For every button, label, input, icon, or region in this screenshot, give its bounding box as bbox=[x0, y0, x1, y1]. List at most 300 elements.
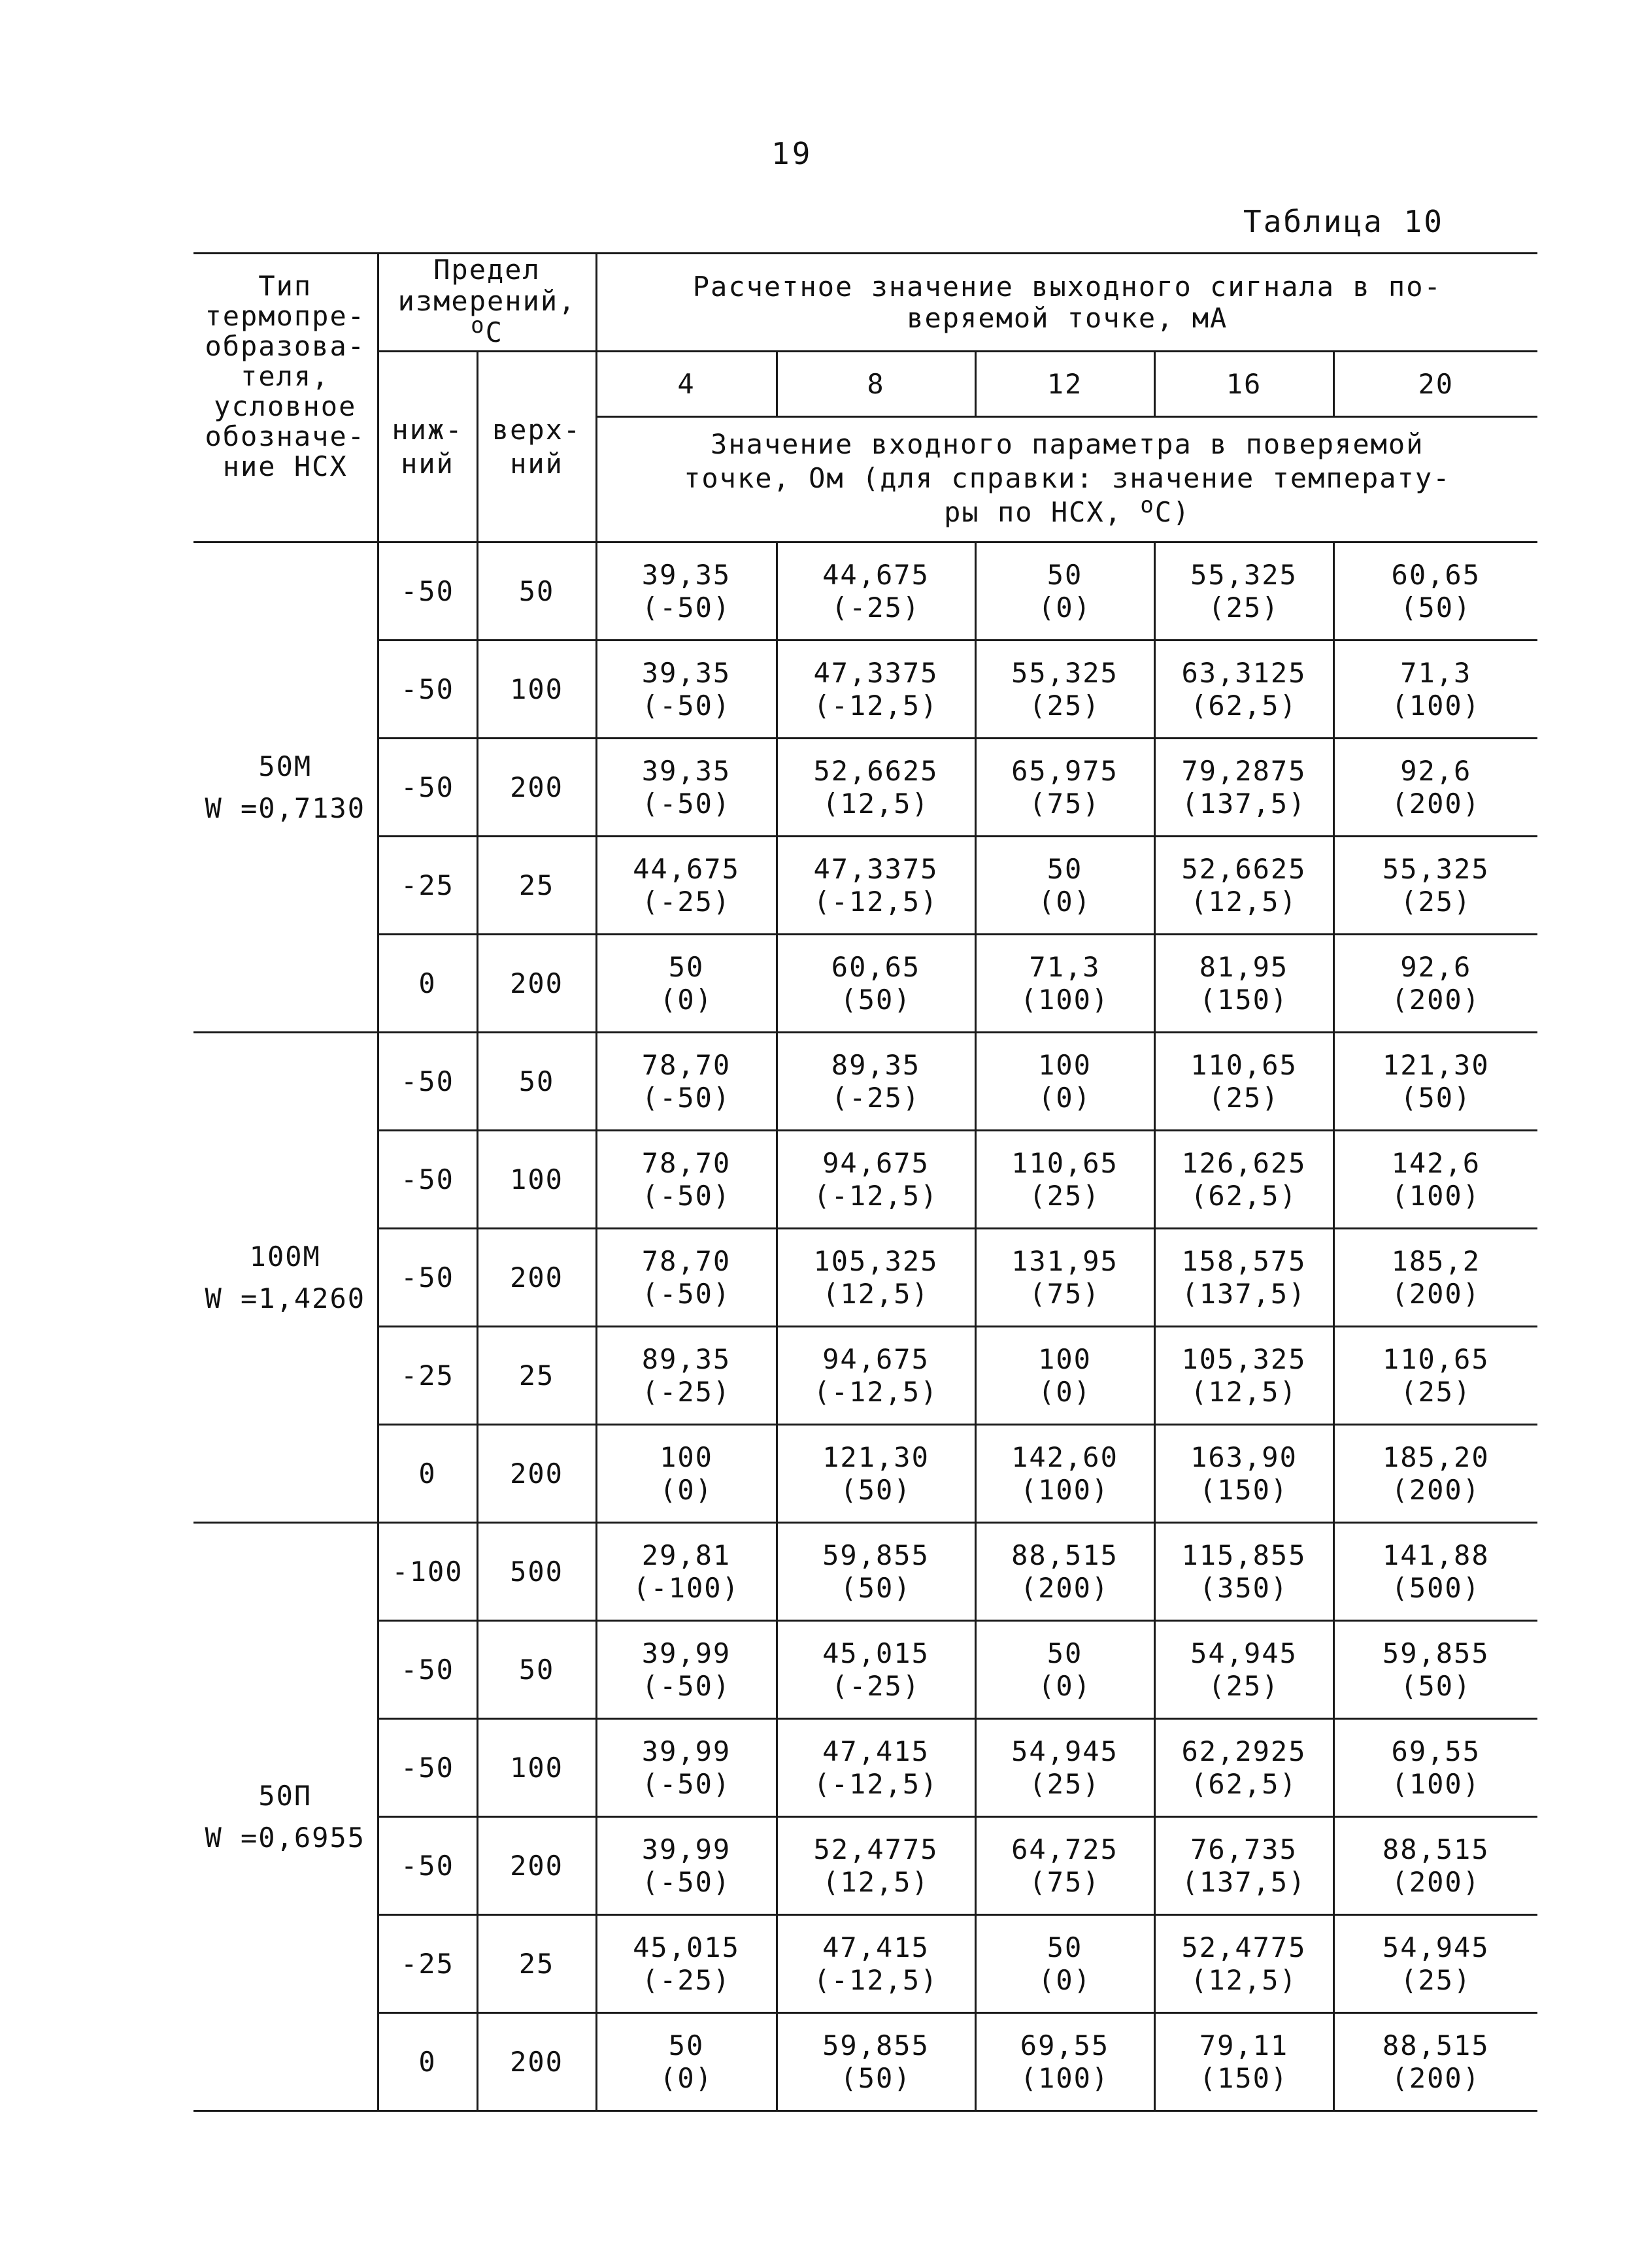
temperature-value: (-50) bbox=[641, 1767, 731, 1800]
header-lower-limit: ниж- ний bbox=[378, 352, 477, 542]
temperature-value: (-50) bbox=[641, 1081, 731, 1114]
header-point: 8 bbox=[777, 352, 975, 417]
resistance-value: 52,6625 bbox=[813, 754, 939, 787]
resistance-value: 88,515 bbox=[1011, 1539, 1118, 1571]
value-cell bbox=[1333, 1327, 1537, 1425]
value-cell bbox=[596, 1817, 777, 1915]
temperature-value: (-50) bbox=[641, 689, 731, 722]
lower-limit-cell: -50 bbox=[378, 641, 477, 739]
temperature-value: (150) bbox=[1199, 1473, 1289, 1506]
value-cell bbox=[596, 641, 777, 739]
value-cell bbox=[1333, 837, 1537, 935]
value-cell bbox=[596, 1915, 777, 2013]
resistance-value: 105,325 bbox=[1181, 1342, 1307, 1375]
upper-limit-cell: 500 bbox=[477, 1523, 596, 1621]
temperature-value: (137,5) bbox=[1181, 787, 1307, 820]
value-cell bbox=[1154, 2013, 1333, 2111]
lower-limit-cell: -50 bbox=[378, 1621, 477, 1719]
resistance-value: 185,20 bbox=[1382, 1441, 1490, 1473]
resistance-value: 45,015 bbox=[822, 1637, 930, 1669]
temperature-value: (-12,5) bbox=[813, 885, 939, 918]
value-cell bbox=[1154, 1523, 1333, 1621]
value-cell bbox=[1154, 641, 1333, 739]
temperature-value: (150) bbox=[1199, 2061, 1289, 2094]
resistance-value: 110,65 bbox=[1190, 1048, 1298, 1081]
resistance-value: 50 bbox=[1047, 1931, 1083, 1963]
temperature-value: (0) bbox=[1038, 1963, 1092, 1996]
resistance-value: 163,90 bbox=[1190, 1441, 1298, 1473]
lower-limit-cell: 0 bbox=[378, 935, 477, 1033]
resistance-value: 39,35 bbox=[641, 558, 731, 591]
table-row bbox=[193, 1621, 1537, 1719]
resistance-value: 47,415 bbox=[822, 1735, 930, 1767]
value-cell bbox=[1154, 739, 1333, 837]
value-cell bbox=[777, 1327, 975, 1425]
value-cell bbox=[1154, 1425, 1333, 1523]
upper-limit-cell: 200 bbox=[477, 2013, 596, 2111]
temperature-value: (100) bbox=[1020, 983, 1110, 1016]
resistance-value: 76,735 bbox=[1190, 1833, 1298, 1865]
resistance-value: 39,35 bbox=[641, 754, 731, 787]
temperature-value: (200) bbox=[1391, 1473, 1481, 1506]
value-cell bbox=[975, 1327, 1154, 1425]
resistance-value: 115,855 bbox=[1181, 1539, 1307, 1571]
resistance-value: 59,855 bbox=[822, 2029, 930, 2061]
value-cell bbox=[975, 1229, 1154, 1327]
temperature-value: (50) bbox=[840, 1571, 912, 1604]
temperature-value: (75) bbox=[1029, 787, 1101, 820]
resistance-value: 69,55 bbox=[1391, 1735, 1481, 1767]
resistance-value: 50 bbox=[668, 2029, 705, 2061]
lower-limit-cell: -50 bbox=[378, 1229, 477, 1327]
upper-limit-cell: 200 bbox=[477, 1229, 596, 1327]
value-cell bbox=[596, 542, 777, 641]
resistance-value: 100 bbox=[1038, 1048, 1092, 1081]
temperature-value: (-12,5) bbox=[813, 689, 939, 722]
resistance-value: 65,975 bbox=[1011, 754, 1118, 787]
temperature-value: (75) bbox=[1029, 1277, 1101, 1310]
sensor-type-name: 50М bbox=[258, 750, 312, 782]
upper-limit-cell: 25 bbox=[477, 1915, 596, 2013]
resistance-value: 110,65 bbox=[1011, 1146, 1118, 1179]
table-row bbox=[193, 1327, 1537, 1425]
temperature-value: (100) bbox=[1391, 1767, 1481, 1800]
resistance-value: 158,575 bbox=[1181, 1244, 1307, 1277]
value-cell bbox=[975, 641, 1154, 739]
temperature-value: (12,5) bbox=[1190, 1963, 1298, 1996]
resistance-value: 39,99 bbox=[641, 1735, 731, 1767]
temperature-value: (0) bbox=[1038, 1081, 1092, 1114]
temperature-value: (200) bbox=[1020, 1571, 1110, 1604]
table-row bbox=[193, 935, 1537, 1033]
lower-limit-cell: 0 bbox=[378, 1425, 477, 1523]
table-row bbox=[193, 2013, 1537, 2111]
header-upper-limit: верх- ний bbox=[477, 352, 596, 542]
value-cell bbox=[1154, 1229, 1333, 1327]
sensor-type-w: W =0,7130 bbox=[205, 792, 366, 824]
temperature-value: (500) bbox=[1391, 1571, 1481, 1604]
value-cell bbox=[777, 1621, 975, 1719]
header-input-parameter: Значение входного параметра в поверяемой точке, Ом (для справки: значение температу- ры по НСХ, $^о$С) bbox=[596, 417, 1537, 542]
temperature-value: (0) bbox=[660, 1473, 713, 1506]
value-cell bbox=[975, 837, 1154, 935]
value-cell bbox=[975, 1719, 1154, 1817]
resistance-value: 185,2 bbox=[1391, 1244, 1481, 1277]
temperature-value: (0) bbox=[1038, 591, 1092, 624]
sensor-type-w: W =0,6955 bbox=[205, 1821, 366, 1854]
resistance-value: 89,35 bbox=[641, 1342, 731, 1375]
value-cell bbox=[975, 1817, 1154, 1915]
temperature-value: (200) bbox=[1391, 1277, 1481, 1310]
value-cell bbox=[975, 739, 1154, 837]
temperature-value: (200) bbox=[1391, 2061, 1481, 2094]
lower-limit-cell: -50 bbox=[378, 1033, 477, 1131]
value-cell bbox=[1154, 1719, 1333, 1817]
temperature-value: (50) bbox=[840, 1473, 912, 1506]
value-cell bbox=[777, 837, 975, 935]
page-number: 19 bbox=[771, 136, 813, 171]
value-cell bbox=[777, 1229, 975, 1327]
temperature-value: (12,5) bbox=[1190, 1375, 1298, 1408]
temperature-value: (12,5) bbox=[1190, 885, 1298, 918]
value-cell bbox=[1154, 1033, 1333, 1131]
table-row bbox=[193, 1425, 1537, 1523]
value-cell bbox=[596, 1229, 777, 1327]
value-cell bbox=[596, 1523, 777, 1621]
resistance-value: 52,4775 bbox=[813, 1833, 939, 1865]
resistance-value: 55,325 bbox=[1190, 558, 1298, 591]
resistance-value: 54,945 bbox=[1190, 1637, 1298, 1669]
value-cell bbox=[777, 1915, 975, 2013]
temperature-value: (-25) bbox=[831, 1081, 921, 1114]
lower-limit-cell: -50 bbox=[378, 739, 477, 837]
data-table bbox=[193, 252, 1537, 2112]
sensor-type-cell bbox=[193, 1033, 378, 1523]
temperature-value: (25) bbox=[1208, 1081, 1280, 1114]
header-measurement-limit: Предел измерений, $^о$С bbox=[378, 254, 596, 352]
value-cell bbox=[1154, 935, 1333, 1033]
value-cell bbox=[777, 1425, 975, 1523]
temperature-value: (-12,5) bbox=[813, 1767, 939, 1800]
value-cell bbox=[596, 837, 777, 935]
lower-limit-cell: -50 bbox=[378, 1131, 477, 1229]
resistance-value: 59,855 bbox=[822, 1539, 930, 1571]
value-cell bbox=[975, 1621, 1154, 1719]
resistance-value: 92,6 bbox=[1400, 950, 1472, 983]
value-cell bbox=[975, 1033, 1154, 1131]
temperature-value: (100) bbox=[1391, 1179, 1481, 1212]
value-cell bbox=[975, 542, 1154, 641]
sensor-type-cell bbox=[193, 542, 378, 1033]
table-row bbox=[193, 1817, 1537, 1915]
upper-limit-cell: 50 bbox=[477, 1033, 596, 1131]
upper-limit-cell: 200 bbox=[477, 739, 596, 837]
resistance-value: 39,35 bbox=[641, 656, 731, 689]
temperature-value: (50) bbox=[1400, 591, 1472, 624]
value-cell bbox=[1333, 1425, 1537, 1523]
value-cell bbox=[1154, 1327, 1333, 1425]
temperature-value: (100) bbox=[1391, 689, 1481, 722]
resistance-value: 126,625 bbox=[1181, 1146, 1307, 1179]
temperature-value: (-25) bbox=[641, 1375, 731, 1408]
value-cell bbox=[777, 1817, 975, 1915]
resistance-value: 110,65 bbox=[1382, 1342, 1490, 1375]
upper-limit-cell: 100 bbox=[477, 1131, 596, 1229]
table-row bbox=[193, 542, 1537, 641]
temperature-value: (0) bbox=[1038, 1669, 1092, 1702]
resistance-value: 60,65 bbox=[1391, 558, 1481, 591]
temperature-value: (200) bbox=[1391, 1865, 1481, 1898]
sensor-type-name: 100М bbox=[249, 1240, 321, 1273]
resistance-value: 141,88 bbox=[1382, 1539, 1490, 1571]
resistance-value: 44,675 bbox=[633, 852, 740, 885]
temperature-value: (0) bbox=[1038, 885, 1092, 918]
temperature-value: (137,5) bbox=[1181, 1277, 1307, 1310]
value-cell bbox=[596, 1425, 777, 1523]
value-cell bbox=[596, 1033, 777, 1131]
temperature-value: (-50) bbox=[641, 1865, 731, 1898]
table-row bbox=[193, 1719, 1537, 1817]
resistance-value: 142,6 bbox=[1391, 1146, 1481, 1179]
temperature-value: (25) bbox=[1400, 885, 1472, 918]
value-cell bbox=[777, 935, 975, 1033]
sensor-type-cell bbox=[193, 1523, 378, 2111]
upper-limit-cell: 25 bbox=[477, 837, 596, 935]
resistance-value: 100 bbox=[660, 1441, 713, 1473]
resistance-value: 55,325 bbox=[1011, 656, 1118, 689]
value-cell bbox=[975, 1131, 1154, 1229]
header-point: 20 bbox=[1333, 352, 1537, 417]
resistance-value: 88,515 bbox=[1382, 2029, 1490, 2061]
resistance-value: 88,515 bbox=[1382, 1833, 1490, 1865]
value-cell bbox=[1333, 2013, 1537, 2111]
value-cell bbox=[1333, 1131, 1537, 1229]
resistance-value: 71,3 bbox=[1400, 656, 1472, 689]
lower-limit-cell: -100 bbox=[378, 1523, 477, 1621]
resistance-value: 78,70 bbox=[641, 1146, 731, 1179]
resistance-value: 69,55 bbox=[1020, 2029, 1110, 2061]
temperature-value: (-12,5) bbox=[813, 1179, 939, 1212]
upper-limit-cell: 100 bbox=[477, 1719, 596, 1817]
upper-limit-cell: 25 bbox=[477, 1327, 596, 1425]
value-cell bbox=[1154, 837, 1333, 935]
lower-limit-cell: -50 bbox=[378, 1817, 477, 1915]
lower-limit-cell: -25 bbox=[378, 1327, 477, 1425]
value-cell bbox=[777, 1131, 975, 1229]
resistance-value: 47,3375 bbox=[813, 852, 939, 885]
temperature-value: (25) bbox=[1400, 1963, 1472, 1996]
upper-limit-cell: 50 bbox=[477, 1621, 596, 1719]
temperature-value: (-100) bbox=[633, 1571, 740, 1604]
resistance-value: 105,325 bbox=[813, 1244, 939, 1277]
value-cell bbox=[1333, 1229, 1537, 1327]
temperature-value: (0) bbox=[1038, 1375, 1092, 1408]
temperature-value: (100) bbox=[1020, 1473, 1110, 1506]
value-cell bbox=[1333, 542, 1537, 641]
header-sensor-type: Тип термопре- образова- теля, условное обозначе- ние НСХ bbox=[193, 254, 378, 542]
table-row bbox=[193, 641, 1537, 739]
value-cell bbox=[777, 1033, 975, 1131]
temperature-value: (25) bbox=[1400, 1375, 1472, 1408]
temperature-value: (25) bbox=[1029, 1767, 1101, 1800]
value-cell bbox=[1333, 739, 1537, 837]
temperature-value: (-12,5) bbox=[813, 1375, 939, 1408]
temperature-value: (50) bbox=[1400, 1669, 1472, 1702]
resistance-value: 55,325 bbox=[1382, 852, 1490, 885]
lower-limit-cell: -50 bbox=[378, 1719, 477, 1817]
resistance-value: 78,70 bbox=[641, 1048, 731, 1081]
temperature-value: (200) bbox=[1391, 787, 1481, 820]
value-cell bbox=[1154, 1131, 1333, 1229]
temperature-value: (12,5) bbox=[822, 1277, 930, 1310]
value-cell bbox=[596, 739, 777, 837]
temperature-value: (-50) bbox=[641, 787, 731, 820]
value-cell bbox=[596, 1131, 777, 1229]
temperature-value: (-50) bbox=[641, 591, 731, 624]
resistance-value: 78,70 bbox=[641, 1244, 731, 1277]
temperature-value: (150) bbox=[1199, 983, 1289, 1016]
lower-limit-cell: -25 bbox=[378, 837, 477, 935]
value-cell bbox=[1154, 1621, 1333, 1719]
temperature-value: (137,5) bbox=[1181, 1865, 1307, 1898]
resistance-value: 47,415 bbox=[822, 1931, 930, 1963]
table-row bbox=[193, 837, 1537, 935]
resistance-value: 59,855 bbox=[1382, 1637, 1490, 1669]
temperature-value: (12,5) bbox=[822, 1865, 930, 1898]
resistance-value: 92,6 bbox=[1400, 754, 1472, 787]
temperature-value: (0) bbox=[660, 2061, 713, 2094]
temperature-value: (-50) bbox=[641, 1669, 731, 1702]
resistance-value: 121,30 bbox=[1382, 1048, 1490, 1081]
temperature-value: (-25) bbox=[641, 885, 731, 918]
temperature-value: (-50) bbox=[641, 1179, 731, 1212]
resistance-value: 94,675 bbox=[822, 1342, 930, 1375]
value-cell bbox=[1333, 1719, 1537, 1817]
resistance-value: 79,2875 bbox=[1181, 754, 1307, 787]
temperature-value: (-50) bbox=[641, 1277, 731, 1310]
value-cell bbox=[596, 935, 777, 1033]
temperature-value: (-25) bbox=[831, 1669, 921, 1702]
resistance-value: 79,11 bbox=[1199, 2029, 1289, 2061]
temperature-value: (62,5) bbox=[1190, 1179, 1298, 1212]
header-point: 12 bbox=[975, 352, 1154, 417]
value-cell bbox=[975, 1915, 1154, 2013]
temperature-value: (-12,5) bbox=[813, 1963, 939, 1996]
resistance-value: 54,945 bbox=[1382, 1931, 1490, 1963]
resistance-value: 44,675 bbox=[822, 558, 930, 591]
value-cell bbox=[777, 1523, 975, 1621]
resistance-value: 63,3125 bbox=[1181, 656, 1307, 689]
value-cell bbox=[596, 1719, 777, 1817]
sensor-type-w: W =1,4260 bbox=[205, 1282, 366, 1314]
resistance-value: 29,81 bbox=[641, 1539, 731, 1571]
value-cell bbox=[1154, 1915, 1333, 2013]
temperature-value: (25) bbox=[1208, 1669, 1280, 1702]
table-row bbox=[193, 1915, 1537, 2013]
resistance-value: 60,65 bbox=[831, 950, 921, 983]
value-cell bbox=[777, 1719, 975, 1817]
value-cell bbox=[1333, 641, 1537, 739]
resistance-value: 81,95 bbox=[1199, 950, 1289, 983]
resistance-value: 121,30 bbox=[822, 1441, 930, 1473]
value-cell bbox=[1333, 1621, 1537, 1719]
value-cell bbox=[1333, 1523, 1537, 1621]
upper-limit-cell: 50 bbox=[477, 542, 596, 641]
resistance-value: 142,60 bbox=[1011, 1441, 1118, 1473]
header-output-signal: Расчетное значение выходного сигнала в по- веряемой точке, мА bbox=[596, 254, 1537, 352]
resistance-value: 94,675 bbox=[822, 1146, 930, 1179]
resistance-value: 50 bbox=[1047, 852, 1083, 885]
upper-limit-cell: 200 bbox=[477, 1817, 596, 1915]
temperature-value: (0) bbox=[660, 983, 713, 1016]
temperature-value: (12,5) bbox=[822, 787, 930, 820]
value-cell bbox=[777, 2013, 975, 2111]
header-point: 16 bbox=[1154, 352, 1333, 417]
table-row bbox=[193, 1523, 1537, 1621]
temperature-value: (50) bbox=[1400, 1081, 1472, 1114]
resistance-value: 50 bbox=[1047, 1637, 1083, 1669]
value-cell bbox=[777, 739, 975, 837]
value-cell bbox=[1333, 1915, 1537, 2013]
temperature-value: (-25) bbox=[831, 591, 921, 624]
value-cell bbox=[975, 1523, 1154, 1621]
temperature-value: (-25) bbox=[641, 1963, 731, 1996]
resistance-value: 50 bbox=[668, 950, 705, 983]
lower-limit-cell: 0 bbox=[378, 2013, 477, 2111]
temperature-value: (100) bbox=[1020, 2061, 1110, 2094]
temperature-value: (50) bbox=[840, 983, 912, 1016]
resistance-value: 64,725 bbox=[1011, 1833, 1118, 1865]
value-cell bbox=[1333, 1033, 1537, 1131]
lower-limit-cell: -50 bbox=[378, 542, 477, 641]
value-cell bbox=[596, 1621, 777, 1719]
resistance-value: 52,6625 bbox=[1181, 852, 1307, 885]
value-cell bbox=[777, 542, 975, 641]
temperature-value: (62,5) bbox=[1190, 1767, 1298, 1800]
resistance-value: 54,945 bbox=[1011, 1735, 1118, 1767]
resistance-value: 89,35 bbox=[831, 1048, 921, 1081]
table-row bbox=[193, 1131, 1537, 1229]
resistance-value: 52,4775 bbox=[1181, 1931, 1307, 1963]
upper-limit-cell: 200 bbox=[477, 935, 596, 1033]
temperature-value: (200) bbox=[1391, 983, 1481, 1016]
table-row bbox=[193, 1229, 1537, 1327]
upper-limit-cell: 200 bbox=[477, 1425, 596, 1523]
temperature-value: (50) bbox=[840, 2061, 912, 2094]
resistance-value: 71,3 bbox=[1029, 950, 1101, 983]
value-cell bbox=[596, 2013, 777, 2111]
value-cell bbox=[1154, 542, 1333, 641]
sensor-type-name: 50П bbox=[258, 1779, 312, 1812]
resistance-value: 39,99 bbox=[641, 1833, 731, 1865]
value-cell bbox=[1333, 935, 1537, 1033]
value-cell bbox=[596, 1327, 777, 1425]
resistance-value: 47,3375 bbox=[813, 656, 939, 689]
table-row bbox=[193, 739, 1537, 837]
value-cell bbox=[777, 641, 975, 739]
resistance-value: 131,95 bbox=[1011, 1244, 1118, 1277]
resistance-value: 45,015 bbox=[633, 1931, 740, 1963]
value-cell bbox=[1333, 1817, 1537, 1915]
resistance-value: 100 bbox=[1038, 1342, 1092, 1375]
value-cell bbox=[975, 935, 1154, 1033]
resistance-value: 39,99 bbox=[641, 1637, 731, 1669]
value-cell bbox=[1154, 1817, 1333, 1915]
temperature-value: (25) bbox=[1208, 591, 1280, 624]
upper-limit-cell: 100 bbox=[477, 641, 596, 739]
lower-limit-cell: -25 bbox=[378, 1915, 477, 2013]
temperature-value: (25) bbox=[1029, 1179, 1101, 1212]
